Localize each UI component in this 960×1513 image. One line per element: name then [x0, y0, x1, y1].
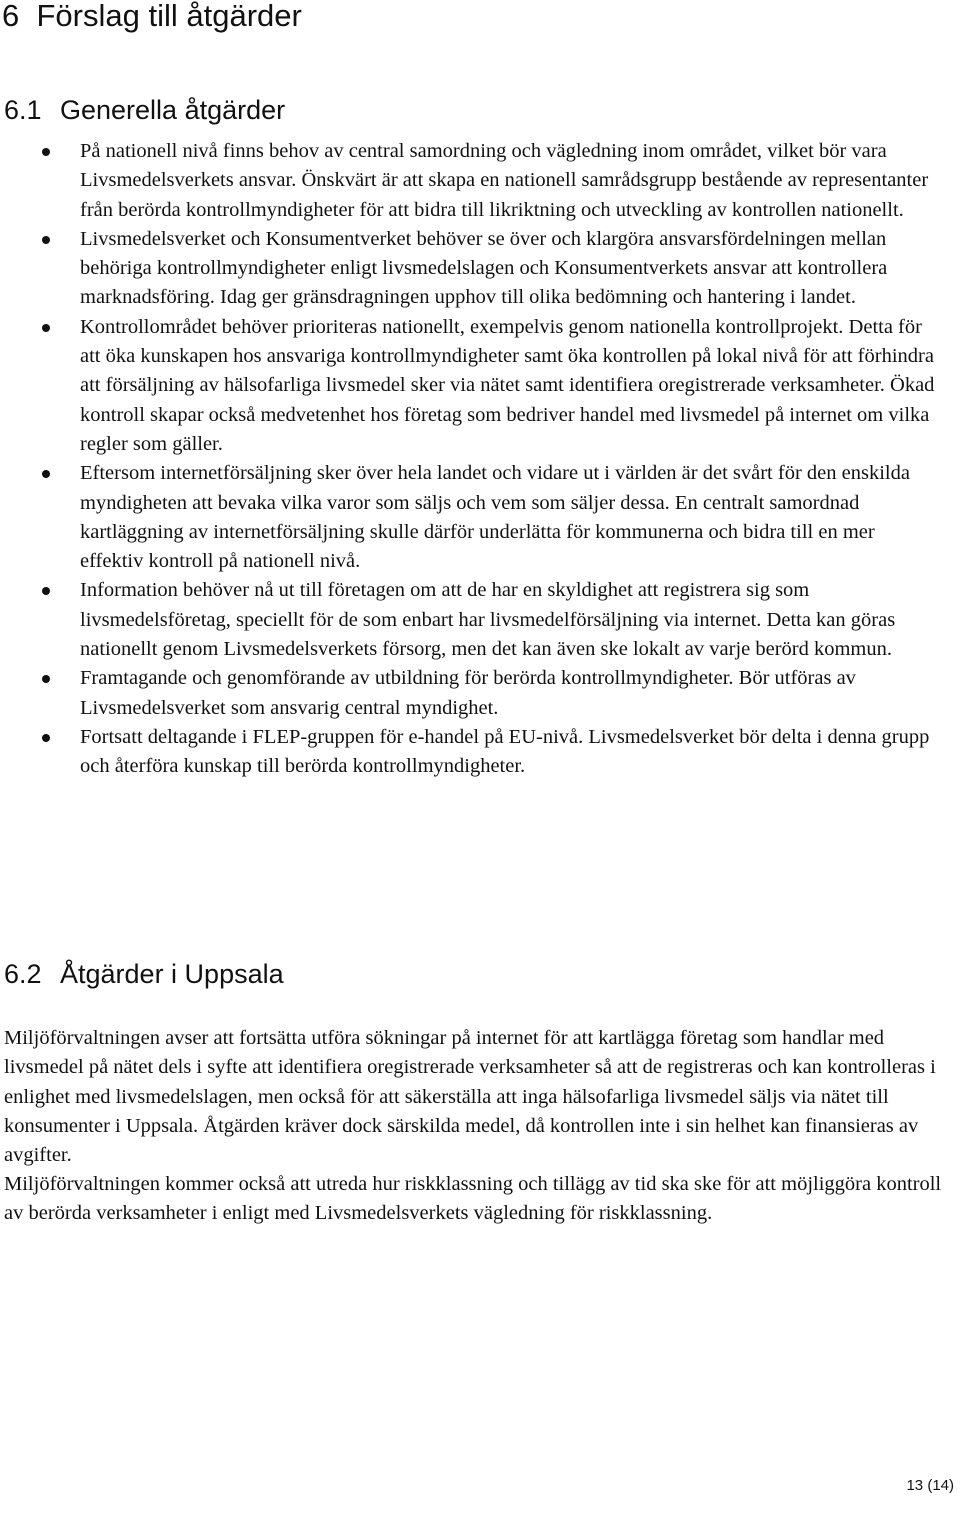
- list-item-text: Kontrollområdet behöver prioriteras nationellt, exempelvis genom nationella kontrollprojekt. Detta för att öka kunskapen hos ansvariga kontrollmyndigheter samt öka kontrollen på lokal nivå för att förhindra att försäljning av hälsofarliga livsmedel sker via nätet samt identifiera oregistrerade verksamheter. Ökad kontroll skapar också medvetenhet hos företag som bedriver handel med livsmedel på internet om vilka regler som gäller.: [80, 315, 935, 455]
- section-heading-uppsala: [4, 956, 284, 992]
- section-title: Generella åtgärder: [60, 95, 286, 125]
- section-number: 6.1: [4, 95, 42, 125]
- bullet-icon: [42, 587, 50, 595]
- list-item: [0, 137, 940, 225]
- list-item: [0, 313, 940, 459]
- list-item: [0, 459, 940, 576]
- list-item-text: Information behöver nå ut till företagen om att de har en skyldighet att registrera sig som livsmedelsföretag, speciellt för de som enbart har livsmedelförsäljning via internet. Detta kan göras nationellt genom Livsmedelsverkets försorg, men det kan även ske lokalt av varje berörd kommun.: [80, 579, 896, 661]
- bullet-icon: [42, 324, 50, 332]
- section-number: 6.2: [4, 959, 42, 989]
- paragraph-uppsala-risk: Miljöförvaltningen kommer också att utreda hur riskklassning och tillägg av tid ska ske för att möjliggöra kontroll av berörda verksamheter i enligt med Livsmedelsverkets vägledning för riskklassning.: [4, 1173, 942, 1225]
- bullet-icon: [42, 236, 50, 244]
- chapter-heading: [2, 0, 302, 36]
- bullet-icon: [42, 675, 50, 683]
- list-item-text: Livsmedelsverket och Konsumentverket behöver se över och klargöra ansvarsfördelningen mellan behöriga kontrollmyndigheter enligt livsmedelslagen och Konsumentverkets ansvar att kontrollera marknadsföring. Idag ger gränsdragningen upphov till olika bedömning och hantering i landet.: [80, 227, 888, 309]
- list-item: [0, 723, 940, 782]
- list-item-text: Framtagande och genomförande av utbildning för berörda kontrollmyndigheter. Bör utföras av Livsmedelsverket som ansvarig central myndighet.: [80, 667, 856, 719]
- list-item-text: Fortsatt deltagande i FLEP-gruppen för e-handel på EU-nivå. Livsmedelsverket bör delta i denna grupp och återföra kunskap till berörda kontrollmyndigheter.: [80, 725, 930, 778]
- paragraph-uppsala-search: Miljöförvaltningen avser att fortsätta utföra sökningar på internet för att kartlägga företag som handlar med livsmedel på nätet dels i syfte att identifiera oregistrerade verksamheter så att de registreras och kan kontrolleras i enlighet med livsmedelslagen, men också för att säkerställa att inga hälsofarliga livsmedel säljs via nätet till konsumenter i Uppsala. Åtgärden kräver dock särskilda medel, då kontrollen inte i sin helhet kan finansieras av avgifter.: [4, 1027, 936, 1167]
- chapter-title: Förslag till åtgärder: [36, 0, 302, 33]
- list-item-text: Eftersom internetförsäljning sker över hela landet och vidare ut i världen är det svårt för den enskilda myndigheten att bevaka vilka varor som säljs och vem som säljer dessa. En centralt samordnad kartläggning av internetförsäljning skulle därför underlätta för kommunerna och bidra till en mer effektiv kontroll på nationell nivå.: [80, 462, 910, 573]
- list-item: [0, 225, 940, 313]
- bullet-icon: [42, 734, 50, 742]
- bullet-icon: [42, 470, 50, 478]
- general-measures-list: [0, 137, 940, 782]
- page-number: 13 (14): [906, 1477, 954, 1494]
- list-item: [0, 664, 940, 723]
- section-title: Åtgärder i Uppsala: [60, 959, 284, 989]
- list-item: [0, 576, 940, 664]
- list-item-text: På nationell nivå finns behov av central samordning och vägledning inom området, vilket bör vara Livsmedelsverkets ansvar. Önskvärt är att skapa en nationell samrådsgrupp bestående av representanter från berörda kontrollmyndigheter för att bidra till likriktning och utveckling av kontrollen nationellt.: [80, 140, 929, 221]
- bullet-icon: [42, 148, 50, 156]
- section-heading-general: [4, 92, 285, 128]
- chapter-number: 6: [2, 0, 20, 33]
